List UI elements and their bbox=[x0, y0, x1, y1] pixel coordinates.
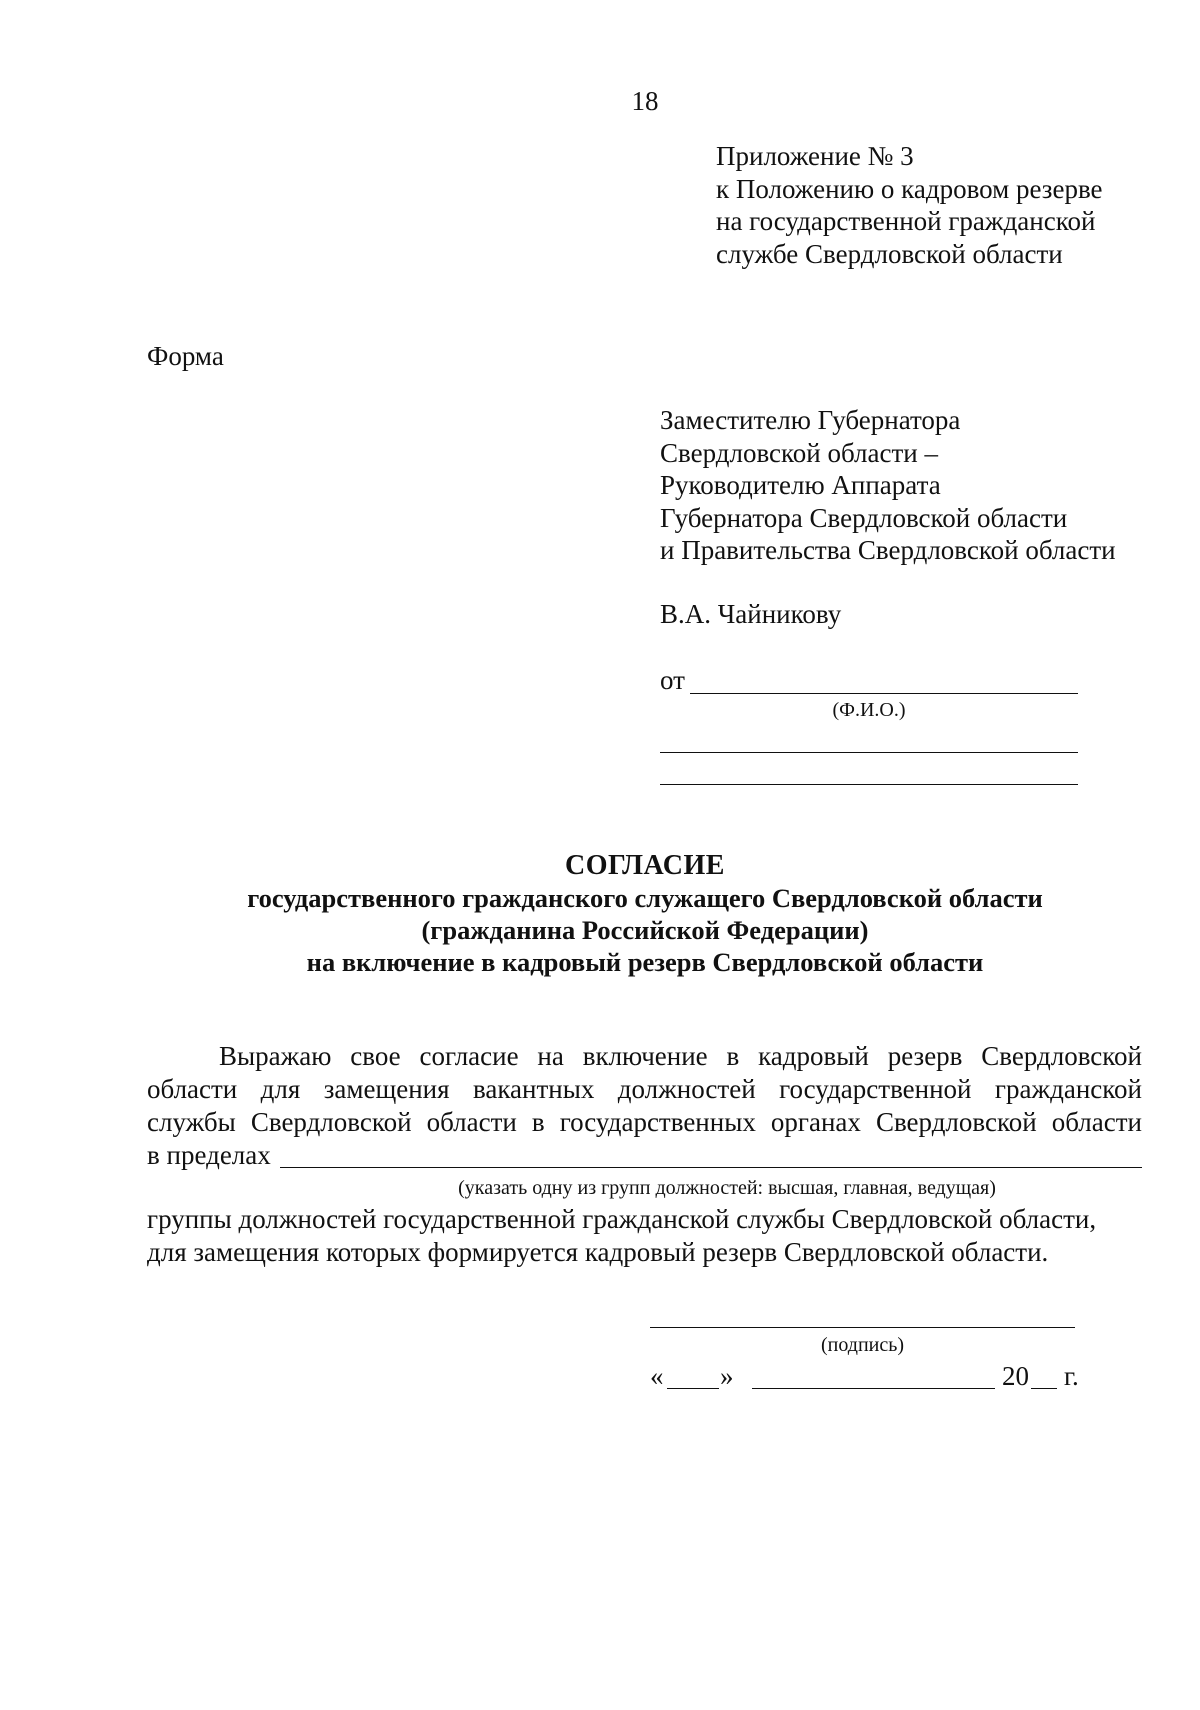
body-line: Выражаю свое согласие на включение в кадровый резерв Свердловской bbox=[219, 1041, 1142, 1071]
appendix-line: к Положению о кадровом резерве bbox=[716, 173, 1103, 204]
limits-label: в пределах bbox=[147, 1140, 271, 1170]
month-blank-line bbox=[752, 1388, 995, 1389]
year-suffix: г. bbox=[1064, 1361, 1079, 1391]
limits-field[interactable] bbox=[147, 1139, 1142, 1172]
body-paragraph bbox=[147, 1040, 1142, 1139]
from-field[interactable] bbox=[660, 664, 1078, 698]
title-main: СОГЛАСИЕ bbox=[565, 850, 725, 881]
date-open-quote: « bbox=[650, 1361, 664, 1391]
year-blank-line bbox=[1031, 1388, 1057, 1389]
address-blank-line-1[interactable] bbox=[660, 752, 1078, 753]
addressee-line: Заместителю Губернатора bbox=[660, 405, 961, 435]
day-blank-line bbox=[667, 1388, 719, 1389]
page-number: 18 bbox=[631, 86, 659, 116]
year-prefix: 20 bbox=[1002, 1361, 1029, 1391]
appendix-line: на государственной гражданской bbox=[716, 206, 1096, 236]
addressee-line: Губернатора Свердловской области bbox=[660, 502, 1068, 533]
addressee-line: и Правительства Свердловской области bbox=[660, 535, 1116, 565]
addressee-line: Руководителю Аппарата bbox=[660, 470, 941, 500]
date-field[interactable] bbox=[650, 1360, 1090, 1394]
body-continuation bbox=[147, 1203, 1142, 1269]
recipient-name: В.А. Чайникову bbox=[660, 599, 842, 629]
date-close-quote: » bbox=[720, 1361, 734, 1391]
body-line: области для замещения вакантных должностей государственной гражданской bbox=[147, 1074, 1142, 1104]
from-label: от bbox=[660, 665, 685, 695]
addressee-block bbox=[660, 404, 1116, 567]
fio-blank-line bbox=[690, 693, 1078, 694]
signature-blank-line[interactable] bbox=[650, 1327, 1075, 1328]
title-line: на включение в кадровый резерв Свердловской области bbox=[306, 947, 984, 977]
fio-caption: (Ф.И.О.) bbox=[832, 699, 906, 721]
body-cont-line: группы должностей государственной гражданской службы Свердловской области, bbox=[147, 1204, 1097, 1234]
form-label: Форма bbox=[147, 341, 224, 371]
appendix-line: службе Свердловской области bbox=[716, 238, 1063, 269]
appendix-header bbox=[716, 140, 1103, 270]
body-cont-line: для замещения которых формируется кадровый резерв Свердловской области. bbox=[147, 1237, 1049, 1267]
addressee-line: Свердловской области – bbox=[660, 437, 938, 468]
appendix-line: Приложение № 3 bbox=[716, 141, 914, 171]
address-blank-line-2[interactable] bbox=[660, 784, 1078, 785]
signature-caption: (подпись) bbox=[820, 1334, 905, 1356]
title-line: (гражданина Российской Федерации) bbox=[421, 915, 869, 945]
title-line: государственного гражданского служащего Свердловской области bbox=[247, 883, 1043, 913]
limits-blank-line bbox=[280, 1167, 1142, 1168]
body-line: службы Свердловской области в государственных органах Свердловской области bbox=[147, 1107, 1142, 1137]
limits-caption: (указать одну из групп должностей: высшая, главная, ведущая) bbox=[458, 1177, 996, 1199]
document-title bbox=[0, 850, 1200, 978]
